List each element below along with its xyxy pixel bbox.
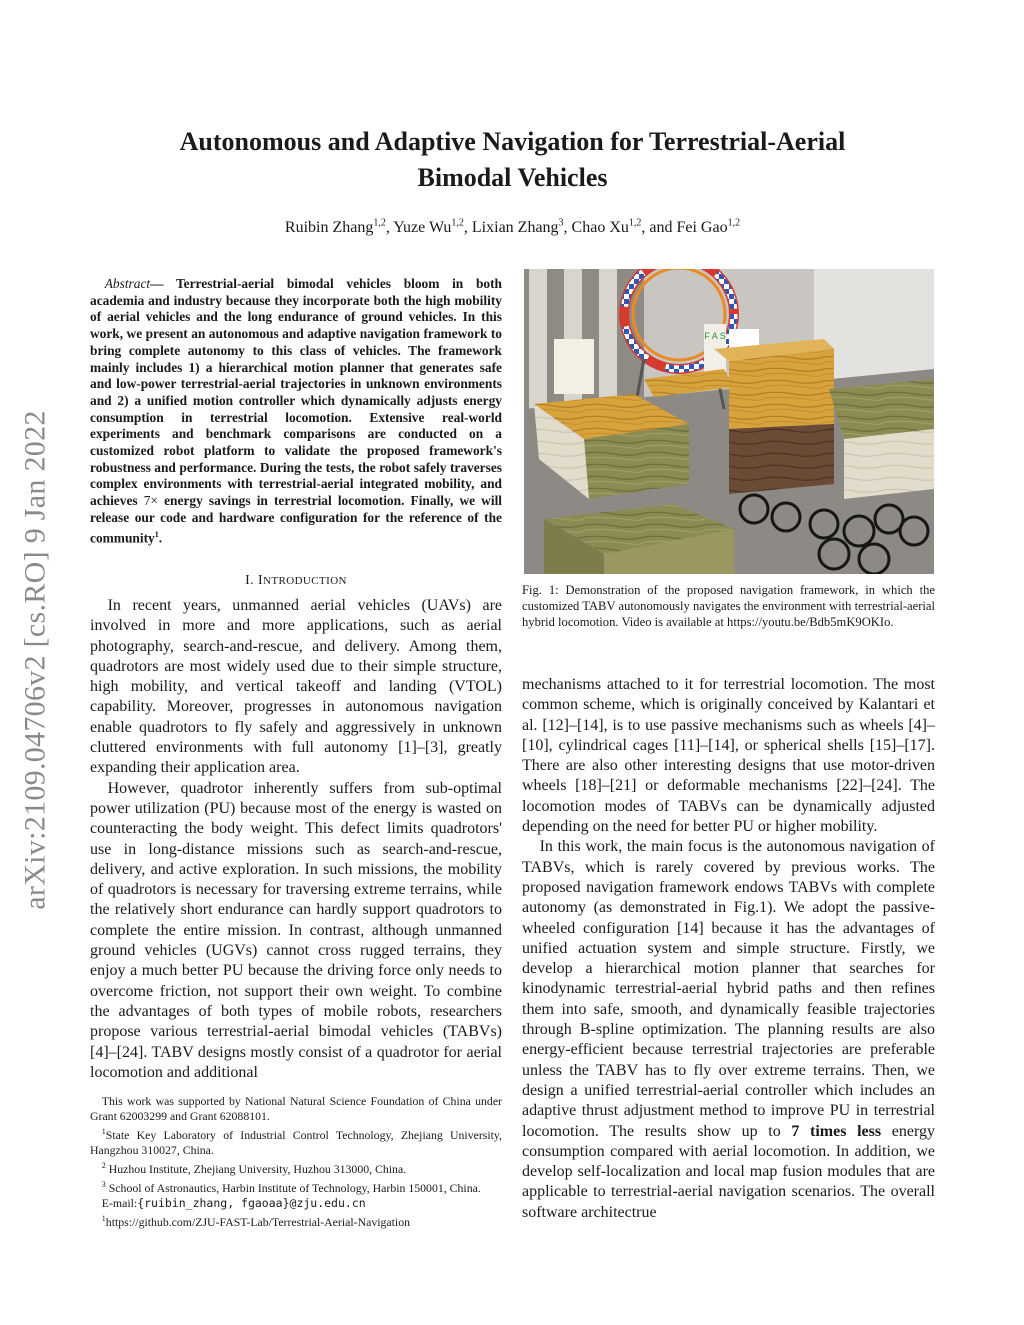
- abstract-text-end: energy savings in terrestrial locomotion. Finally, we will release our code and hardware configuration for the reference of the community: [90, 493, 503, 546]
- right-column-body: [522, 675, 935, 1223]
- abstract-label: Abstract: [104, 276, 151, 291]
- affiliation-note: $^3$ School of Astronautics, Harbin Institute of Technology, Harbin 150001, China.: [101, 1179, 481, 1195]
- paragraph: However, quadrotor inherently suffers from sub-optimal power utilization (PU) because most of the energy is wasted on counteracting the body weight. This defect limits quadrotors' use in long-distance missions such as search-and-rescue, delivery, and active exploration. In such missions, the mobility of quadrotors is necessary for traversing extreme terrains, while the relatively short endurance can hardly support quadrotors to complete the entire mission. In contrast, although unmanned ground vehicles (UGVs) cannot cross rugged terrains, they enjoy a much better PU because the driving force only needs to overcome friction, not support their own weight. To combine the advantages of both types of mobile robots, researchers propose various terrestrial-aerial bimodal vehicles (TABVs) [4]–[24]. TABV designs mostly consist of a quadrotor for aerial locomotion and additional: [90, 779, 502, 1081]
- affiliation-note: $^2$ Huzhou Institute, Zhejiang University, Huzhou 313000, China.: [101, 1160, 407, 1176]
- email-note: E-mail:{ruibin_zhang, fgaoaa}@zju.edu.cn: [101, 1195, 366, 1210]
- figure-1-illustration: [524, 269, 934, 574]
- paragraph: In recent years, unmanned aerial vehicles (UAVs) are involved in more and more applications, such as aerial photography, search-and-rescue, and delivery. Among them, quadrotors are most widely used due to their simple structure, high mobility, and vertical takeoff and landing (VTOL) capability. Moreover, progresses in autonomous navigation enable quadrotors to fly safely and aggressively in unknown cluttered environments with full autonomy [1]–[3], greatly expanding their application area.: [90, 597, 502, 777]
- author: Yuze Wu$^{1,2}$,: [393, 218, 472, 237]
- code-url-link[interactable]: https://github.com/ZJU-FAST-Lab/Terrestrial-Aerial-Navigation: [105, 1214, 410, 1229]
- footnote-mark: 1: [154, 529, 159, 539]
- author: Ruibin Zhang$^{1,2}$,: [284, 218, 394, 237]
- section-heading-introduction: I. INTRODUCTION: [245, 573, 347, 588]
- caption-text: Demonstration of the proposed navigation framework, in which the customized TABV autonomously navigates the environment with terrestrial-aerial hybrid locomotion. Video is available at https://youtu.be/Bdb5mK9OKIo.: [522, 583, 935, 630]
- abstract-text: Terrestrial-aerial bimodal vehicles bloom in both academia and industry because they incorporate both the high mobility of aerial vehicles and the long endurance of ground vehicles. In this work, we present an autonomous and adaptive navigation framework to bring complete autonomy to this class of vehicles. The framework mainly includes 1) a hierarchical motion planner that generates safe and low-power terrestrial-aerial trajectories in unknown environments and 2) a unified motion controller which dynamically adjusts energy consumption in terrestrial locomotion. Extensive real-world experiments and benchmark comparisons are conducted on a customized robot platform to validate the proposed framework's robustness and performance. During the tests, the robot safely traverses complex environments with terrestrial-aerial integrated mobility, and achieves: [90, 276, 502, 509]
- introduction-body: [90, 596, 502, 1083]
- affiliation-note: $^1$State Key Laboratory of Industrial Control Technology, Zhejiang University, Hangzhou 310027, China.: [90, 1127, 502, 1157]
- figure-1-caption: [522, 582, 935, 631]
- arxiv-identifier: [6, 365, 66, 955]
- title-line-2: Bimodal Vehicles: [417, 163, 608, 192]
- figure-1-photo: [524, 269, 934, 574]
- paper-title: [90, 124, 935, 196]
- author: Fei Gao$^{1,2}$: [676, 218, 741, 237]
- author: Chao Xu$^{1,2}$, and: [571, 218, 677, 237]
- author: Lixian Zhang$^3$,: [471, 218, 572, 237]
- paragraph: mechanisms attached to it for terrestrial locomotion. The most common scheme, which is originally conceived by Kalantari et al. [12]–[14], is to use passive mechanisms such as wheels [4]–[10], cylindrical cages [11]–[14], or spherical shells [15]–[17]. There are also other interesting designs that use motor-driven wheels [18]–[21] or deformable mechanisms [22]–[24]. The locomotion modes of TABVs can be dynamically adjusted depending on the need for better PU or higher mobility.: [522, 676, 935, 836]
- funding-note: This work was supported by National Natural Science Foundation of China under Grant 62003299 and Grant 62088101.: [90, 1094, 502, 1123]
- title-line-1: Autonomous and Adaptive Navigation for Terrestrial-Aerial: [179, 127, 846, 156]
- banner-text: F A S: [704, 331, 726, 341]
- abstract-factor: 7×: [143, 493, 158, 509]
- footnotes: [90, 1094, 502, 1230]
- caption-label: Fig. 1:: [522, 583, 559, 597]
- email-address: {ruibin_zhang, fgaoaa}: [137, 1195, 290, 1210]
- paragraph: In this work, the main focus is the autonomous navigation of TABVs, which is rarely covered by previous works. The proposed navigation framework endows TABVs with complete autonomy (as demonstrated in Fig.1). We adopt the passive-wheeled configuration [14] because it has the advantages of unified actuation system and simple structure. Firstly, we develop a hierarchical motion planner that searches for kinodynamic terrestrial-aerial hybrid paths and then refines them into safe, smooth, and dynamically feasible trajectories through B-spline optimization. The planning results are also energy-efficient because terrestrial trajectories are preferable unless the TABV has to fly over extreme terrains. Then, we design a unified terrestrial-aerial controller which includes an adaptive thrust adjustment method to improve PU in terrestrial locomotion. The results show up to 7 times less energy consumption compared with aerial locomotion. In addition, we develop self-localization and local map fusion modules that are applicable to terrestrial-aerial navigation scenarios. The overall software architectrue: [522, 838, 936, 1221]
- arxiv-identifier-text: arXiv:2109.04706v2 [cs.RO] 9 Jan 2022: [19, 410, 53, 910]
- author-list: [90, 218, 935, 237]
- code-url-note: $^1$https://github.com/ZJU-FAST-Lab/Terrestrial-Aerial-Navigation: [101, 1213, 410, 1229]
- emphasis: 7 times less: [791, 1122, 882, 1140]
- abstract: Abstract— Terrestrial-aerial bimodal vehicles bloom in both academia and industry because they incorporate both the high mobility of aerial vehicles and the long endurance of ground vehicles. In this work, we present an autonomous and adaptive navigation framework to bring complete autonomy to this class of vehicles. The framework mainly includes 1) a hierarchical motion planner that generates safe and low-power terrestrial-aerial trajectories in unknown environments and 2) a unified motion controller which dynamically adjusts energy consumption in terrestrial locomotion. Extensive real-world experiments and benchmark comparisons are conducted on a customized robot platform to validate the proposed framework's robustness and performance. During the tests, the robot safely traverses complex environments with terrestrial-aerial integrated mobility, and achieves 7× energy savings in terrestrial locomotion. Finally, we will release our code and hardware configuration for the reference of the community$^1$.: [90, 276, 503, 546]
